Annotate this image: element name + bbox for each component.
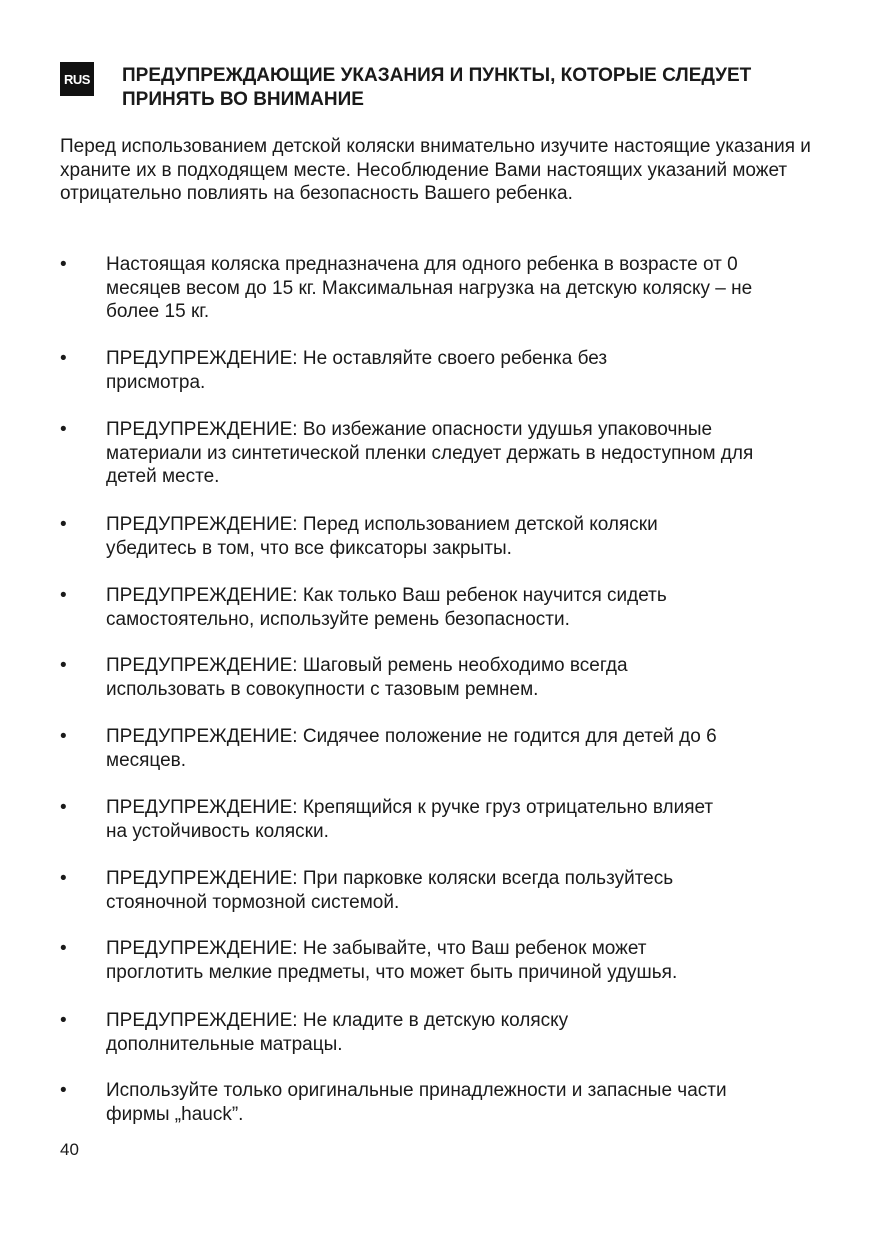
bullet-icon: •	[60, 655, 67, 676]
bullet-icon: •	[60, 1080, 67, 1101]
bullet-icon: •	[60, 1010, 67, 1031]
bullet-icon: •	[60, 348, 67, 369]
list-item-text: Настоящая коляска предназначена для одного ребенка в возрасте от 0 месяцев весом до 15 кг. Максимальная нагрузка на детскую коляску – не более 15 кг.	[106, 254, 753, 322]
bullet-icon: •	[60, 938, 67, 959]
list-item-text: ПРЕДУПРЕЖДЕНИЕ: Крепящийся к ручке груз отрицательно влияет на устойчивость коляски.	[106, 797, 714, 842]
list-item-text: ПРЕДУПРЕЖДЕНИЕ: Сидячее положение не годится для детей до 6 месяцев.	[106, 726, 717, 771]
bullet-icon: •	[60, 254, 67, 275]
list-item-text: ПРЕДУПРЕЖДЕНИЕ: Как только Ваш ребенок научится сидеть самостоятельно, используйте ремень безопасности.	[106, 585, 667, 630]
list-item-text: ПРЕДУПРЕЖДЕНИЕ: Не забывайте, что Ваш ребенок может проглотить мелкие предметы, что может быть причиной удушья.	[106, 938, 678, 983]
list-item-text: ПРЕДУПРЕЖДЕНИЕ: Перед использованием детской коляски убедитесь в том, что все фиксаторы закрыты.	[106, 514, 658, 559]
list-item-text: Используйте только оригинальные принадлежности и запасные части фирмы „hauck”.	[106, 1080, 727, 1125]
list-item-text: ПРЕДУПРЕЖДЕНИЕ: Шаговый ремень необходимо всегда использовать в совокупности с тазовым ремнем.	[106, 655, 628, 700]
list-item-text: ПРЕДУПРЕЖДЕНИЕ: Не оставляйте своего ребенка без присмотра.	[106, 348, 608, 393]
page-title: ПРЕДУПРЕЖДАЮЩИЕ УКАЗАНИЯ И ПУНКТЫ, КОТОРЫЕ СЛЕДУЕТ ПРИНЯТЬ ВО ВНИМАНИЕ	[122, 65, 752, 110]
list-item-text: ПРЕДУПРЕЖДЕНИЕ: При парковке коляски всегда пользуйтесь стояночной тормозной системой.	[106, 868, 674, 913]
bullet-icon: •	[60, 797, 67, 818]
bullet-icon: •	[60, 868, 67, 889]
page-number: 40	[60, 1140, 79, 1159]
bullet-icon: •	[60, 585, 67, 606]
bullet-icon: •	[60, 726, 67, 747]
bullet-icon: •	[60, 419, 67, 440]
language-badge: RUS	[60, 62, 94, 96]
list-item-text: ПРЕДУПРЕЖДЕНИЕ: Не кладите в детскую коляску дополнительные матрацы.	[106, 1010, 569, 1055]
list-item-text: ПРЕДУПРЕЖДЕНИЕ: Во избежание опасности удушья упаковочные материали из синтетической пленки следует держать в недоступном для детей месте.	[106, 419, 754, 487]
intro-paragraph: Перед использованием детской коляски внимательно изучите настоящие указания и храните их в подходящем месте. Несоблюдение Вами настоящих указаний может отрицательно повлиять на безопасность Вашего ребенка.	[60, 136, 811, 204]
bullet-icon: •	[60, 514, 67, 535]
